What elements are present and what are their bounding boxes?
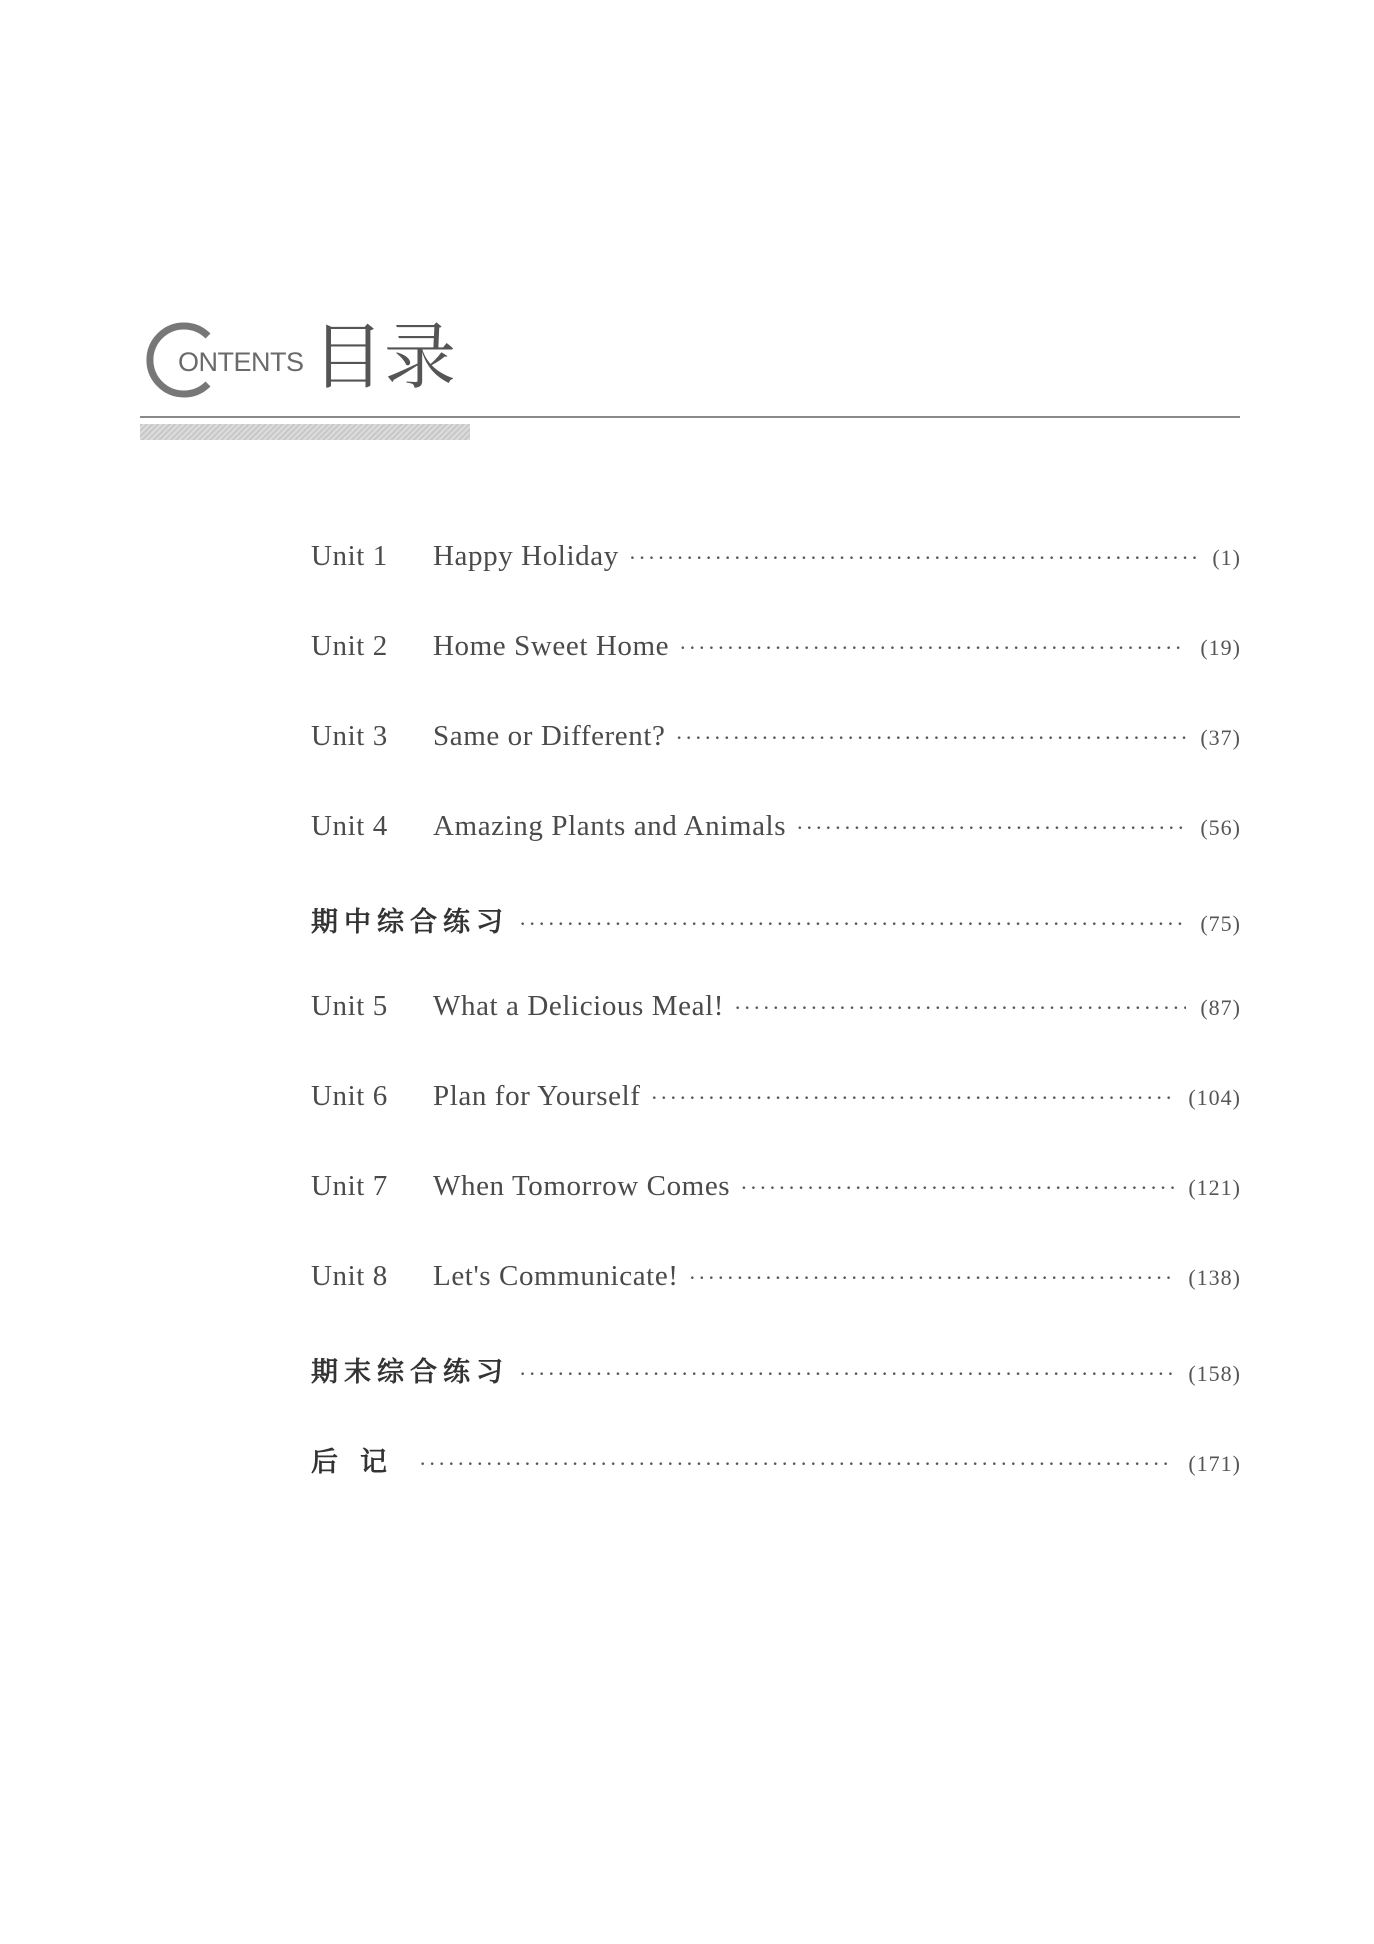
page-title: 目录 [312, 315, 457, 399]
dot-leader [679, 635, 1186, 661]
entry-title: 后记 [311, 1447, 409, 1478]
unit-label: Unit 5 [311, 990, 388, 1022]
dot-leader [689, 1265, 1175, 1291]
dot-leader [676, 725, 1187, 751]
entry-title: Let's Communicate! [433, 1260, 679, 1292]
unit-label: Unit 1 [311, 540, 388, 572]
page-number: (121) [1188, 1175, 1241, 1200]
table-of-contents [311, 540, 1241, 1530]
entry-title: Amazing Plants and Animals [433, 810, 787, 842]
toc-row-unit-3[interactable] [311, 720, 1241, 810]
entry-title: Same or Different? [433, 720, 666, 752]
dot-leader [519, 911, 1186, 937]
dot-leader [419, 1451, 1174, 1477]
page-number: (56) [1200, 815, 1241, 840]
dot-leader [651, 1085, 1175, 1111]
page-number: (37) [1200, 725, 1241, 750]
toc-row-midterm-review[interactable] [311, 900, 1241, 990]
page-number: (75) [1200, 911, 1241, 936]
header-rule [140, 416, 1240, 418]
dot-leader [629, 545, 1199, 571]
unit-label: Unit 3 [311, 720, 388, 752]
toc-row-unit-5[interactable] [311, 990, 1241, 1080]
header-shaded-bar [140, 424, 470, 440]
unit-label: Unit 8 [311, 1260, 388, 1292]
page-number: (158) [1188, 1361, 1241, 1386]
toc-row-unit-7[interactable] [311, 1170, 1241, 1260]
toc-row-afterword[interactable] [311, 1440, 1241, 1530]
page-number: (87) [1200, 995, 1241, 1020]
entry-title: Happy Holiday [433, 540, 619, 572]
unit-label: Unit 6 [311, 1080, 388, 1112]
page-number: (1) [1212, 545, 1241, 570]
contents-header [140, 315, 1240, 443]
toc-row-unit-8[interactable] [311, 1260, 1241, 1350]
unit-label: Unit 2 [311, 630, 388, 662]
page-number: (138) [1188, 1265, 1241, 1290]
dot-leader [519, 1361, 1174, 1387]
dot-leader [734, 995, 1186, 1021]
page-number: (104) [1188, 1085, 1241, 1110]
unit-label: Unit 7 [311, 1170, 388, 1202]
entry-title: Home Sweet Home [433, 630, 670, 662]
entry-title: When Tomorrow Comes [433, 1170, 731, 1202]
page-number: (171) [1188, 1451, 1241, 1476]
toc-row-unit-2[interactable] [311, 630, 1241, 720]
toc-row-final-review[interactable] [311, 1350, 1241, 1440]
entry-title: What a Delicious Meal! [433, 990, 725, 1022]
unit-label: Unit 4 [311, 810, 388, 842]
dot-leader [796, 815, 1186, 841]
page-number: (19) [1200, 635, 1241, 660]
toc-row-unit-6[interactable] [311, 1080, 1241, 1170]
toc-row-unit-1[interactable] [311, 540, 1241, 630]
entry-title: Plan for Yourself [433, 1080, 641, 1112]
entry-title: 期中综合练习 [311, 907, 509, 938]
toc-row-unit-4[interactable] [311, 810, 1241, 900]
entry-title: 期末综合练习 [311, 1357, 509, 1388]
dot-leader [740, 1175, 1174, 1201]
contents-word: ONTENTS [178, 347, 304, 377]
